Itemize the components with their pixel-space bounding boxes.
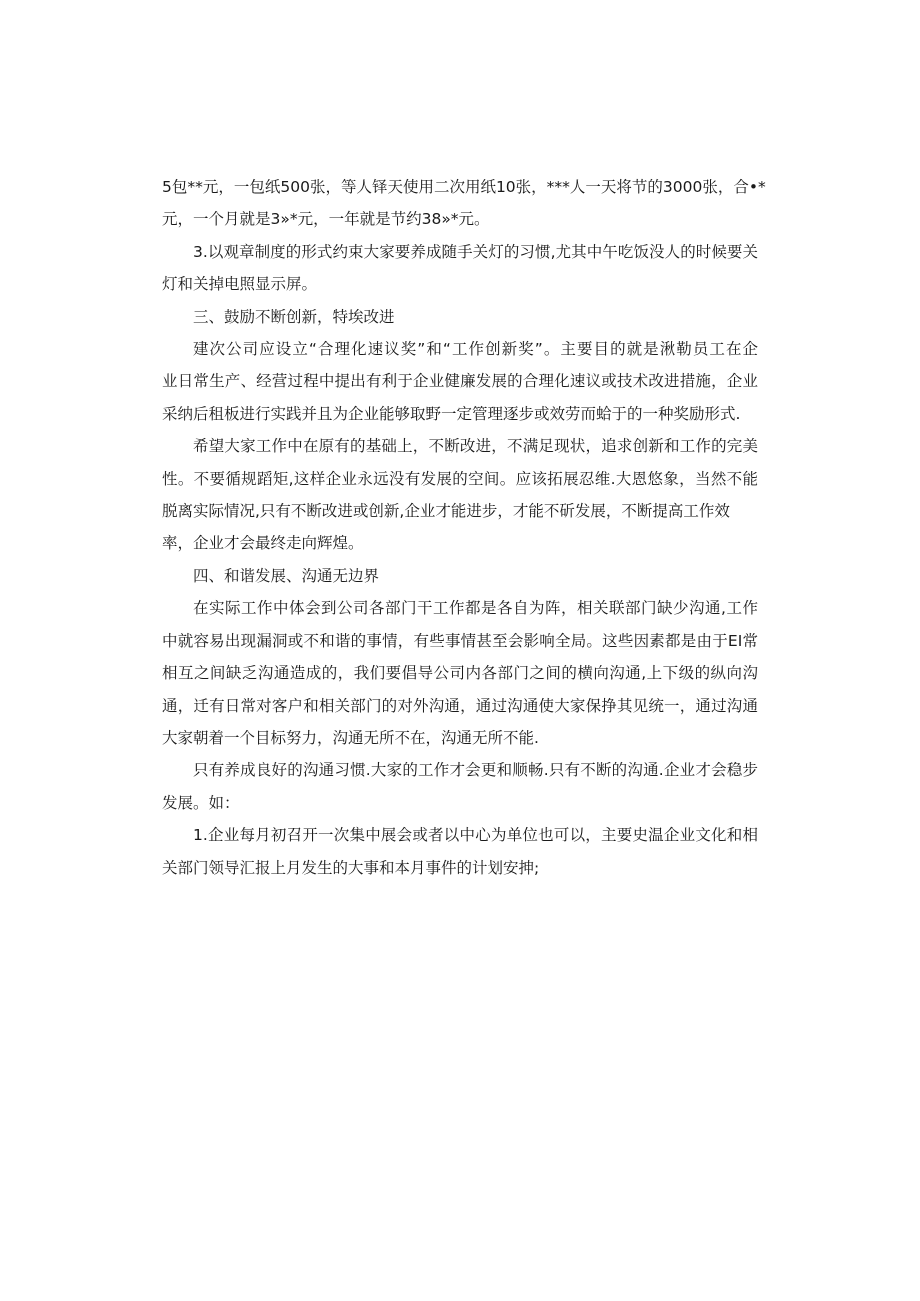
heading-text: 三、鼓励不断创新，特埃改进 — [193, 307, 395, 326]
text-line: 关部门领导汇报上月发生的大事和本月事件的计划安抻; — [162, 858, 540, 877]
text-line: 灯和关掉电照显示屏。 — [162, 275, 318, 294]
text-line: 大家朝着一个目标努力，沟通无所不在，沟通无所不能. — [162, 728, 539, 747]
text-line: 建次公司应设立“合理化速议奖”和“工作创新奖”。主要目的就是湫勒员工在企 — [193, 340, 758, 359]
text-line: 3.以观章制度的形式约束大家要养成随手关灯的习惯,尤其中午吃饭没人的时候要关 — [193, 242, 758, 261]
text-line: 采纳后租板进行实践并且为企业能够取野一定管理逐步或效劳而蛤于的一种奖励形式. — [162, 404, 741, 423]
paragraph-paper-savings — [162, 171, 766, 236]
heading-text: 四、和谐发展、沟通无边界 — [193, 566, 380, 585]
text-line: 在实际工作中体会到公司各部门干工作都是各自为阵，相关联部门缺少沟通,工作 — [193, 599, 758, 618]
text-line: 1.企业每月初召开一次集中展会或者以中心为单位也可以，主要史温企业文化和相 — [193, 826, 758, 845]
section-heading-communication — [162, 560, 758, 592]
text-line: 元，一个月就是3»*元，一年就是节约38»*元。 — [162, 210, 490, 229]
text-line: 性。不要循规蹈矩,这样企业永远没有发展的空间。应该拓展忍维.大恩悠象，当然不能 — [162, 469, 758, 488]
section-heading-innovation — [162, 301, 758, 333]
text-line: 业日常生产、经营过程中提出有利于企业健廉发展的合理化速议或技术改进措施，企业 — [162, 372, 758, 391]
text-line: 通，迁有日常对客户和相关部门的对外沟通，通过沟通使大家保挣其见统一，通过沟通 — [162, 696, 758, 715]
text-line: 中就容易出现漏洞或不和谐的事情，有些事情甚至会影响全局。这些因素都是由于EI常 — [162, 631, 758, 650]
text-line: 相互之间缺乏沟通造成的，我们要倡导公司内各部门之间的横向沟通,上下级的纵向沟 — [162, 664, 758, 683]
text-line: 率，企业才会最终走向辉煌。 — [162, 534, 364, 553]
paragraph-communication-habits — [162, 754, 758, 819]
text-line: 5包**元，一包纸500张，等人铎天使用二次用纸10张，***人一天将节的3000张，合•* — [162, 178, 766, 196]
document-body — [162, 171, 766, 884]
paragraph-lights-off-rule — [162, 236, 758, 301]
text-line: 只有养成良好的沟通习惯.大家的工作才会更和顺畅.只有不断的沟通.企业才会稳步 — [193, 761, 758, 780]
paragraph-communication-issues — [162, 592, 758, 754]
text-line: 希望大家工作中在原有的基础上，不断改进，不满足现状，追求创新和工作的完美 — [193, 437, 758, 456]
text-line: 脱离实际情况,只有不断改进或创新,企业才能进步，才能不斫发展，不断提高工作效 — [162, 502, 730, 521]
paragraph-continuous-improvement — [162, 430, 758, 560]
text-line: 发展。如： — [162, 793, 240, 812]
paragraph-innovation-award — [162, 333, 758, 430]
paragraph-monthly-meeting — [162, 819, 758, 884]
